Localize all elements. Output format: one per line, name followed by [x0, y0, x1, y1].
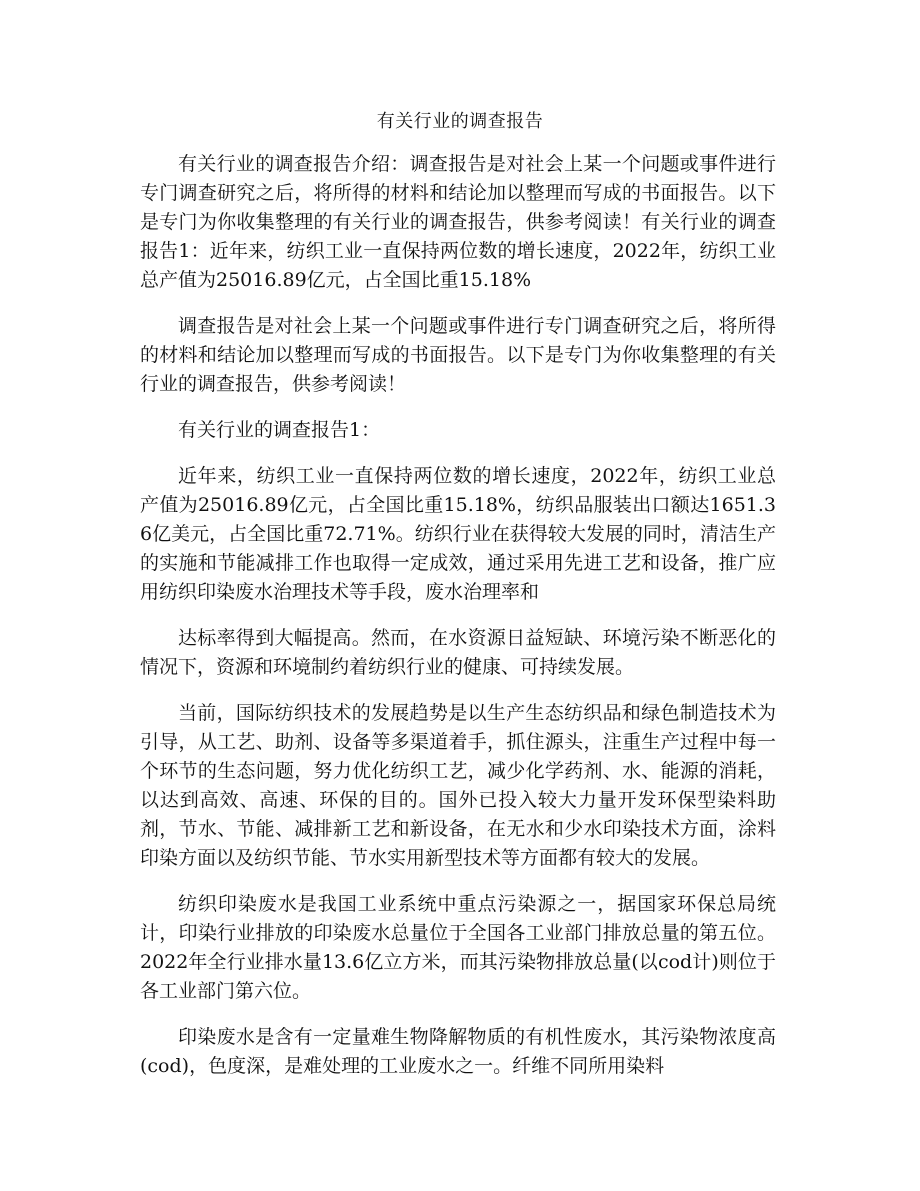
- paragraph-growth: 近年来，纺织工业一直保持两位数的增长速度，2022年，纺织工业总产值为25016.89亿元，占全国比重15.18%，纺织品服装出口额达1651.36亿美元，占全国比重72.71%。纺织行业在获得较大发展的同时，清洁生产的实施和节能减排工作也取得一定成效，通过采用先进工艺和设备，推广应用纺织印染废水治理技术等手段，废水治理率和: [140, 465, 776, 603]
- paragraph-intro: 有关行业的调查报告介绍：调查报告是对社会上某一个问题或事件进行专门调查研究之后，将所得的材料和结论加以整理而写成的书面报告。以下是专门为你收集整理的有关行业的调查报告，供参考阅读！有关行业的调查报告1：近年来，纺织工业一直保持两位数的增长速度，2022年，纺织工业总产值为25016.89亿元，占全国比重15.18%: [140, 153, 776, 291]
- document-title: 有关行业的调查报告: [376, 111, 544, 132]
- document-body: [140, 150, 776, 1098]
- paragraph-wastewater: 印染废水是含有一定量难生物降解物质的有机性废水，其污染物浓度高(cod)，色度深，是难处理的工业废水之一。纤维不同所用染料: [140, 1026, 776, 1077]
- paragraph-trends: 当前，国际纺织技术的发展趋势是以生产生态纺织品和绿色制造技术为引导，从工艺、助剂、设备等多渠道着手，抓住源头，注重生产过程中每一个环节的生态问题，努力优化纺织工艺，减少化学药剂、水、能源的消耗，以达到高效、高速、环保的目的。国外已投入较大力量开发环保型染料助剂，节水、节能、减排新工艺和新设备，在无水和少水印染技术方面，涂料印染方面以及纺织节能、节水实用新型技术等方面都有较大的发展。: [140, 702, 776, 869]
- paragraph-section-heading: 有关行业的调查报告1：: [178, 419, 381, 441]
- paragraph-pollution: 纺织印染废水是我国工业系统中重点污染源之一，据国家环保总局统计，印染行业排放的印染废水总量位于全国各工业部门排放总量的第五位。2022年全行业排水量13.6亿立方米，而其污染物排放总量(以cod计)则位于各工业部门第六位。: [140, 893, 776, 1002]
- paragraph-constraints: 达标率得到大幅提高。然而，在水资源日益短缺、环境污染不断恶化的情况下，资源和环境制约着纺织行业的健康、可持续发展。: [140, 627, 776, 678]
- paragraph-definition: 调查报告是对社会上某一个问题或事件进行专门调查研究之后，将所得的材料和结论加以整理而写成的书面报告。以下是专门为你收集整理的有关行业的调查报告，供参考阅读！: [140, 315, 776, 395]
